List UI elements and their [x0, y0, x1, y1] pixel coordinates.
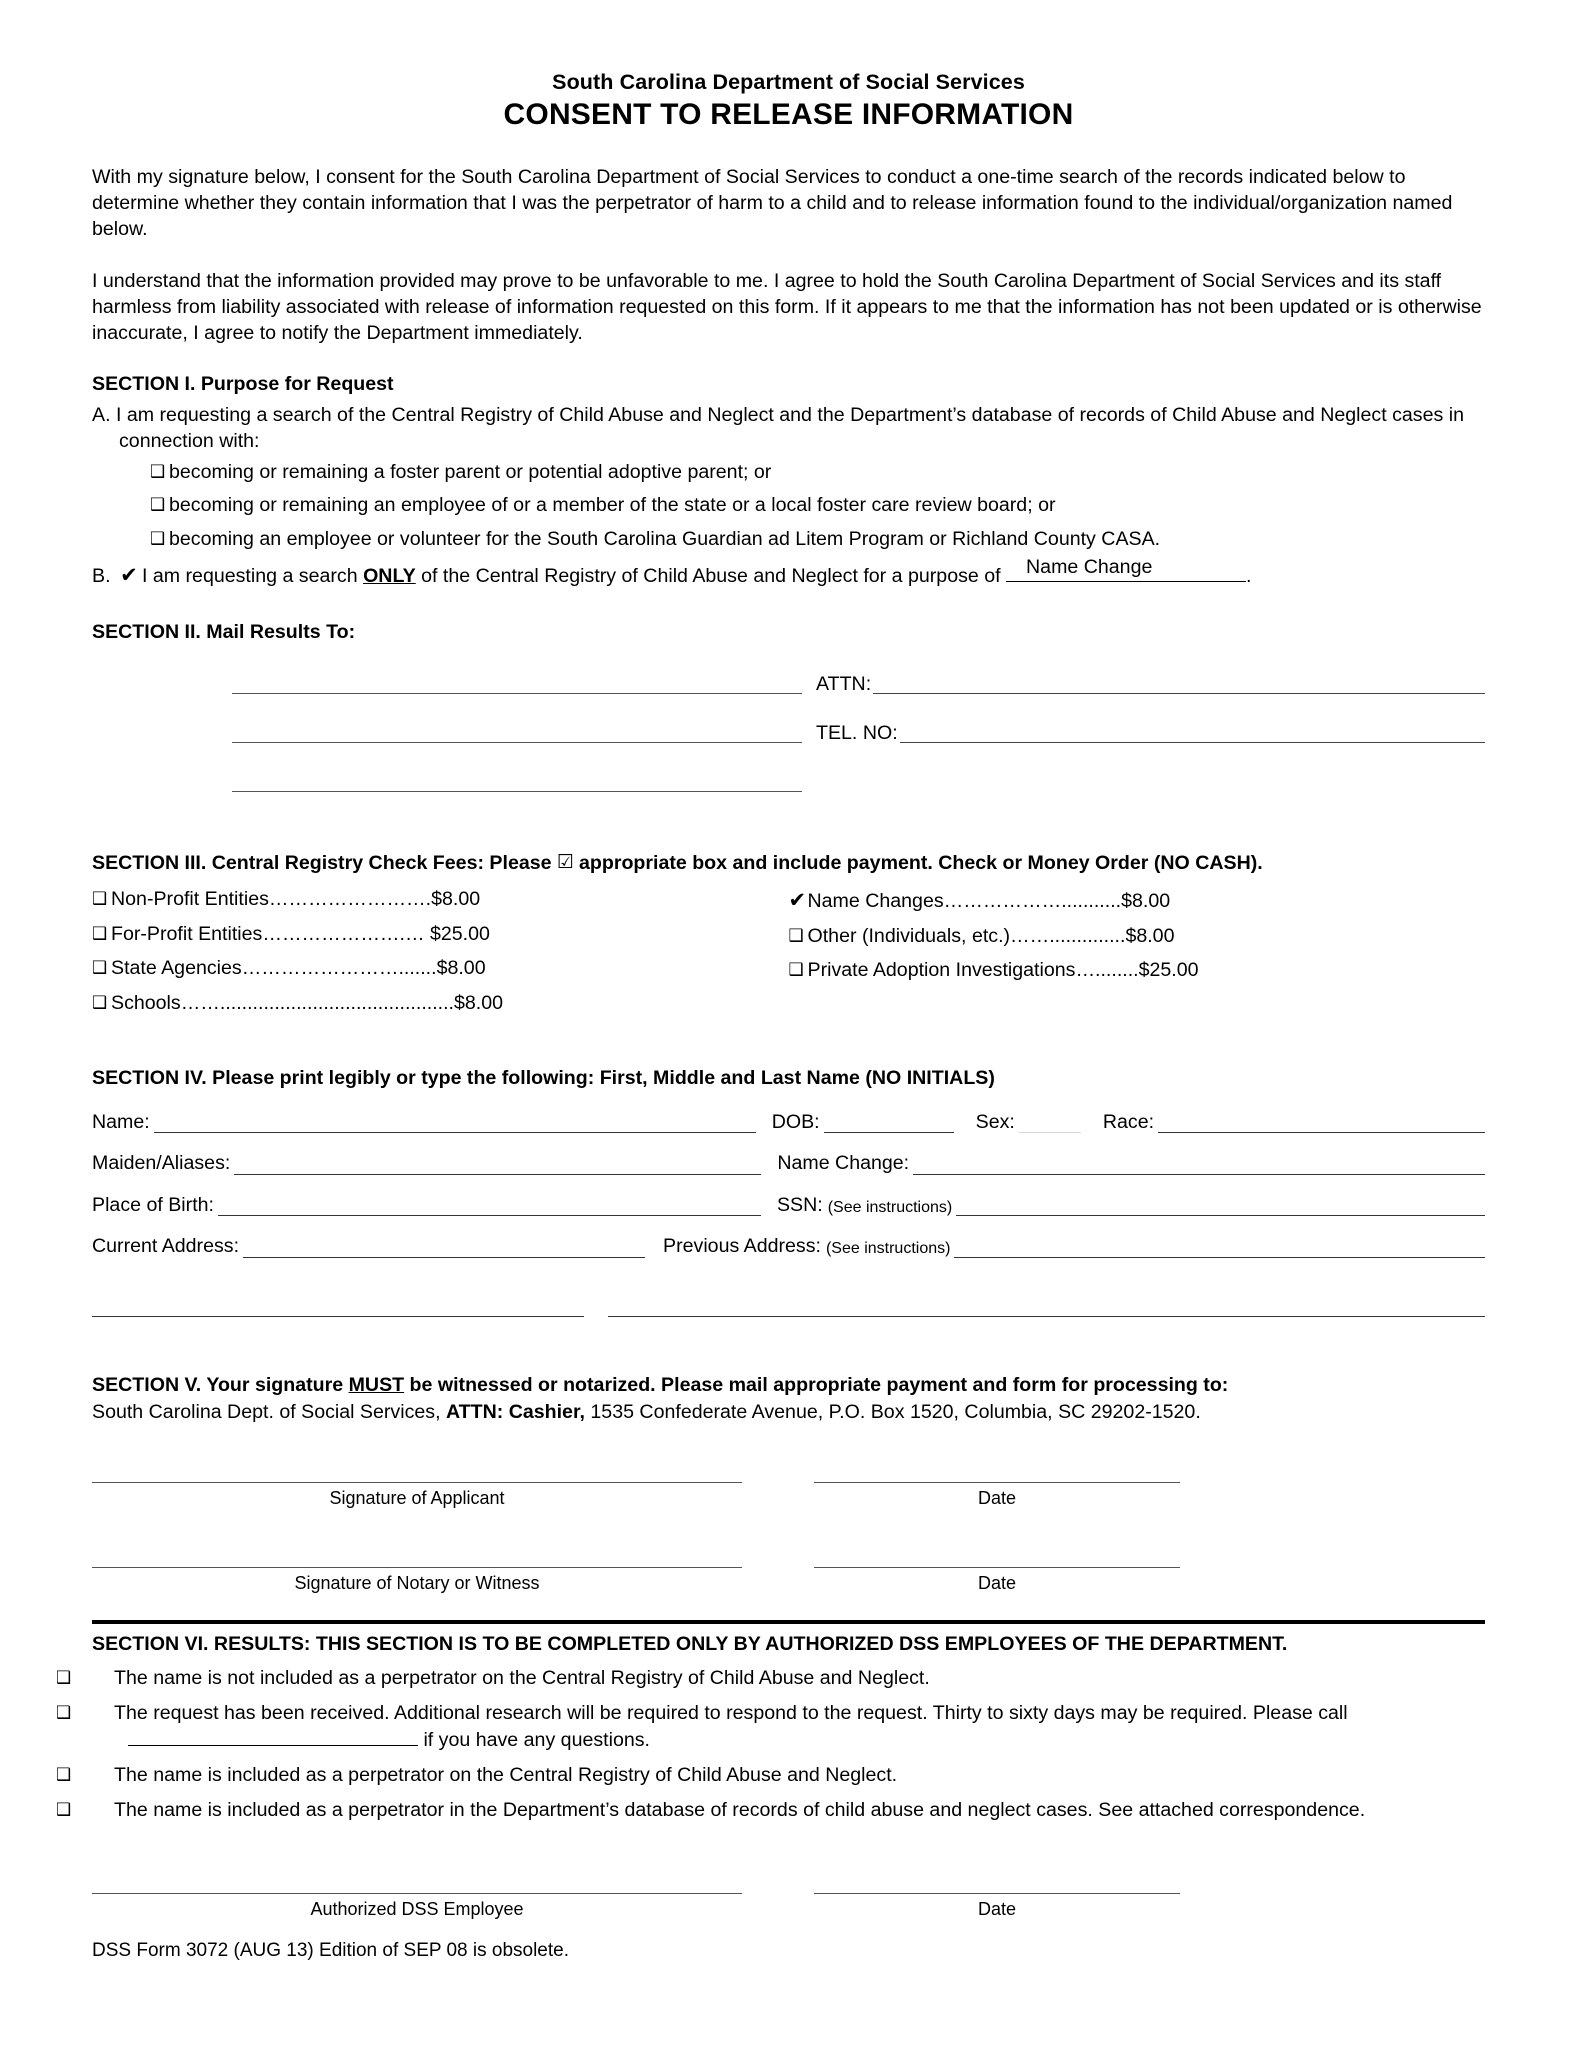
- section-6-heading-line1: SECTION VI. RESULTS: THIS SECTION IS TO BE COMPLETED ONLY BY AUTHORIZED DSS EMPLOYEES OF THE: [92, 1632, 1145, 1655]
- checkbox-icon[interactable]: ❑: [92, 888, 108, 909]
- section-3: [92, 850, 1485, 1026]
- result-option-1[interactable]: [56, 1665, 1485, 1691]
- signature-notary-caption: Signature of Notary or Witness: [294, 1572, 540, 1593]
- section-4-heading: SECTION IV. Please print legibly or type the following: First, Middle and Last Name (NO INITIALS): [92, 1067, 995, 1090]
- option-label: becoming or remaining a foster parent or potential adoptive parent; or: [169, 460, 772, 483]
- checkbox-icon[interactable]: ❑: [92, 993, 108, 1014]
- result-option-4[interactable]: [56, 1797, 1485, 1823]
- signature-applicant-cell[interactable]: [92, 1482, 742, 1509]
- ssn-note: (See instructions): [827, 1198, 953, 1216]
- dss-employee-date-caption: Date: [977, 1899, 1017, 1920]
- sex-input[interactable]: [1019, 1112, 1081, 1133]
- section-1-heading: SECTION I. Purpose for Request: [92, 373, 394, 396]
- signature-applicant-date-caption: Date: [977, 1487, 1017, 1508]
- checkbox-icon[interactable]: ❑: [150, 528, 166, 549]
- item-b-marker: B.: [92, 565, 111, 588]
- section-3-heading-prefix: SECTION III. Central Registry Check Fees: Please: [92, 852, 557, 875]
- signature-row-dss-employee: [92, 1893, 1485, 1920]
- ssn-input[interactable]: [956, 1195, 1485, 1216]
- maiden-aliases-label: Maiden/Aliases:: [92, 1152, 231, 1175]
- item-b-mid: of the Central Registry of Child Abuse and Neglect for a purpose of: [415, 565, 1007, 588]
- checkbox-icon[interactable]: ❑: [56, 1800, 72, 1821]
- fee-item-other[interactable]: [789, 924, 1486, 950]
- result-option-3[interactable]: [56, 1762, 1485, 1788]
- tel-no-label: TEL. NO:: [816, 721, 898, 744]
- checkbox-icon[interactable]: ❑: [92, 958, 108, 979]
- name-change-input[interactable]: [913, 1154, 1485, 1175]
- dss-employee-date-cell[interactable]: [814, 1893, 1180, 1920]
- result-label: The name is not included as a perpetrator on the Central Registry of Child Abuse and Neglect.: [114, 1667, 930, 1690]
- signature-applicant-caption: Signature of Applicant: [329, 1487, 505, 1508]
- attn-input[interactable]: [873, 671, 1485, 694]
- item-b-pre: I am requesting a search: [141, 565, 364, 588]
- result-option-2[interactable]: [56, 1700, 1485, 1753]
- section-1-item-a: [92, 402, 1485, 454]
- checkbox-icon[interactable]: ❑: [150, 461, 166, 482]
- signature-block: [92, 1482, 1485, 1594]
- name-input[interactable]: [154, 1112, 756, 1133]
- signature-row-notary: [92, 1567, 1485, 1594]
- fee-table: [92, 887, 1485, 1026]
- tel-no-input[interactable]: [900, 720, 1485, 743]
- section-4-row-4: [92, 1236, 1485, 1258]
- address-attn: ATTN: Cashier,: [445, 1401, 585, 1424]
- previous-address-input-line2[interactable]: [608, 1296, 1485, 1317]
- fee-item-schools[interactable]: [92, 991, 789, 1017]
- fee-item-non-profit[interactable]: [92, 887, 789, 913]
- section-divider: [92, 1620, 1485, 1624]
- mail-address-line-3[interactable]: [232, 769, 802, 792]
- name-change-label: Name Change:: [777, 1152, 910, 1175]
- dob-input[interactable]: [824, 1112, 954, 1133]
- fee-label: For-Profit Entities………………….… $25.00: [111, 922, 490, 945]
- option-label: becoming or remaining an employee of or a member of the state or a local foster care review board; or: [169, 494, 1056, 517]
- item-b-end: .: [1246, 565, 1252, 588]
- current-address-input[interactable]: [243, 1237, 645, 1258]
- form-id-footer: DSS Form 3072 (AUG 13) Edition of SEP 08 is obsolete.: [92, 1940, 569, 1962]
- fee-label: Non-Profit Entities…………………….$8.00: [111, 887, 481, 910]
- section-4-row-2: [92, 1153, 1485, 1175]
- section-4-row-5: [92, 1296, 1485, 1317]
- signature-notary-date-cell[interactable]: [814, 1567, 1180, 1594]
- option-label: becoming an employee or volunteer for the South Carolina Guardian ad Litem Program or Richland County CASA.: [169, 527, 1161, 550]
- intro-paragraph-1: With my signature below, I consent for the South Carolina Department of Social Services to conduct a one-time search of the records indicated below to determine whether they contain information that I was the perpetrator of harm to a child and to release information found to the individual/organization named below.: [92, 166, 1453, 241]
- intro-paragraph-2: I understand that the information provided may prove to be unfavorable to me. I agree to hold the South Carolina Department of Social Services and its staff harmless from liability associated with release of information requested on this form. If it appears to me that the information has not been updated or is otherwise inaccurate, I agree to notify the Department immediately.: [92, 270, 1482, 345]
- section-6-heading-line2: DEPARTMENT.: [1149, 1632, 1288, 1655]
- section-4-row-1: [92, 1112, 1485, 1134]
- section-6: [56, 1632, 1485, 1921]
- section-5: [92, 1373, 1485, 1594]
- purpose-input[interactable]: [1006, 555, 1246, 582]
- checkbox-icon[interactable]: ❑: [788, 960, 804, 981]
- name-label: Name:: [92, 1110, 150, 1133]
- previous-address-label: Previous Address:: [663, 1235, 821, 1258]
- checkbox-icon[interactable]: ❑: [56, 1668, 72, 1689]
- place-of-birth-label: Place of Birth:: [92, 1193, 214, 1216]
- address-pre: South Carolina Dept. of Social Services,: [92, 1401, 446, 1424]
- fee-label: Private Adoption Investigations…........$25.00: [807, 959, 1199, 982]
- section-5-must: MUST: [348, 1373, 405, 1396]
- current-address-label: Current Address:: [92, 1235, 240, 1258]
- dss-employee-caption: Authorized DSS Employee: [310, 1899, 524, 1920]
- item-a-text: I am requesting a search of the Central Registry of Child Abuse and Neglect and the Department’s database of records of Child Abuse and Neglect cases in connection with:: [115, 403, 1464, 452]
- dss-employee-cell[interactable]: [92, 1893, 742, 1920]
- attn-label: ATTN:: [816, 672, 872, 695]
- fee-label: Schools……...........................................$8.00: [111, 992, 504, 1015]
- section-2-heading: SECTION II. Mail Results To:: [92, 620, 356, 643]
- signature-notary-date-caption: Date: [977, 1572, 1017, 1593]
- fee-item-state-agencies[interactable]: [92, 956, 789, 982]
- section-5-heading: [92, 1373, 1485, 1398]
- checkbox-icon[interactable]: ❑: [56, 1703, 72, 1724]
- checkbox-icon[interactable]: ❑: [150, 495, 166, 516]
- agency-name: South Carolina Department of Social Services: [552, 70, 1025, 94]
- section-4: [92, 1066, 1485, 1317]
- fee-column-left: [92, 887, 789, 1026]
- section-2-row-3: [92, 769, 1485, 792]
- mail-address-line-2[interactable]: [232, 720, 802, 743]
- section-5-address: [92, 1400, 1485, 1425]
- maiden-aliases-input[interactable]: [234, 1154, 761, 1175]
- section-5-heading-post: be witnessed or notarized. Please mail appropriate payment and form for processing to:: [404, 1373, 1229, 1396]
- signature-row-applicant: [92, 1482, 1485, 1509]
- sex-label: Sex:: [975, 1110, 1015, 1133]
- previous-address-note: (See instructions): [825, 1240, 951, 1258]
- section-1-option-2[interactable]: [92, 493, 1485, 518]
- page-title: CONSENT TO RELEASE INFORMATION: [503, 98, 1074, 131]
- section-2-row-2: [92, 720, 1485, 743]
- section-3-heading-suffix: appropriate box and include payment. Check or Money Order (NO CASH).: [578, 852, 1263, 875]
- section-1-item-b: [92, 555, 1485, 589]
- dob-label: DOB:: [771, 1110, 820, 1133]
- checked-box-icon: ☑: [556, 851, 575, 874]
- checkbox-icon[interactable]: ❑: [788, 925, 804, 946]
- fee-label: State Agencies…………………….......$8.00: [111, 957, 486, 980]
- result-label: The name is included as a perpetrator on the Central Registry of Child Abuse and Neglect.: [114, 1764, 898, 1787]
- section-5-heading-pre: SECTION V. Your signature: [92, 1373, 349, 1396]
- item-b-only: ONLY: [363, 565, 416, 588]
- check-icon[interactable]: ✔: [788, 887, 807, 912]
- result-label: The name is included as a perpetrator in the Department’s database of records of child abuse and neglect cases. See attached correspondence.: [114, 1799, 1366, 1822]
- fee-item-name-changes[interactable]: [789, 887, 1486, 915]
- fee-label: Other (Individuals, etc.)……..............$8.00: [807, 924, 1175, 947]
- section-4-row-3: [92, 1195, 1485, 1217]
- address-post: 1535 Confederate Avenue, P.O. Box 1520, Columbia, SC 29202-1520.: [584, 1401, 1201, 1424]
- fee-item-for-profit[interactable]: [92, 922, 789, 948]
- mail-address-line-1[interactable]: [232, 671, 802, 694]
- previous-address-input[interactable]: [954, 1237, 1485, 1258]
- section-2-row-1: [92, 671, 1485, 694]
- section-6-heading: [92, 1632, 1485, 1657]
- fee-item-private-adoption[interactable]: [789, 958, 1486, 984]
- result-label-before: The request has been received. Additional research will be required to respond to the request. Thirty to sixty days may be required. Please call: [114, 1702, 1348, 1725]
- fee-column-right: [789, 887, 1486, 1026]
- section-2: [92, 620, 1485, 792]
- purpose-value: Name Change: [1026, 555, 1153, 578]
- signature-notary-cell[interactable]: [92, 1567, 742, 1594]
- item-a-marker: A.: [92, 403, 111, 426]
- fee-label: Name Changes………………...........$8.00: [807, 889, 1171, 912]
- result-label-after: if you have any questions.: [418, 1729, 651, 1752]
- race-input[interactable]: [1158, 1112, 1485, 1133]
- section-1-option-3[interactable]: [92, 527, 1485, 552]
- section-3-heading: [92, 850, 1485, 876]
- current-address-input-line2[interactable]: [92, 1296, 584, 1317]
- place-of-birth-input[interactable]: [218, 1195, 761, 1216]
- phone-number-input[interactable]: [128, 1726, 418, 1746]
- signature-applicant-date-cell[interactable]: [814, 1482, 1180, 1509]
- checkbox-icon[interactable]: ❑: [92, 923, 108, 944]
- checkbox-icon[interactable]: ❑: [56, 1765, 72, 1786]
- race-label: Race:: [1102, 1110, 1155, 1133]
- ssn-label: SSN:: [776, 1193, 823, 1216]
- check-icon[interactable]: ✔: [120, 563, 138, 588]
- section-1-option-1[interactable]: [92, 460, 1485, 485]
